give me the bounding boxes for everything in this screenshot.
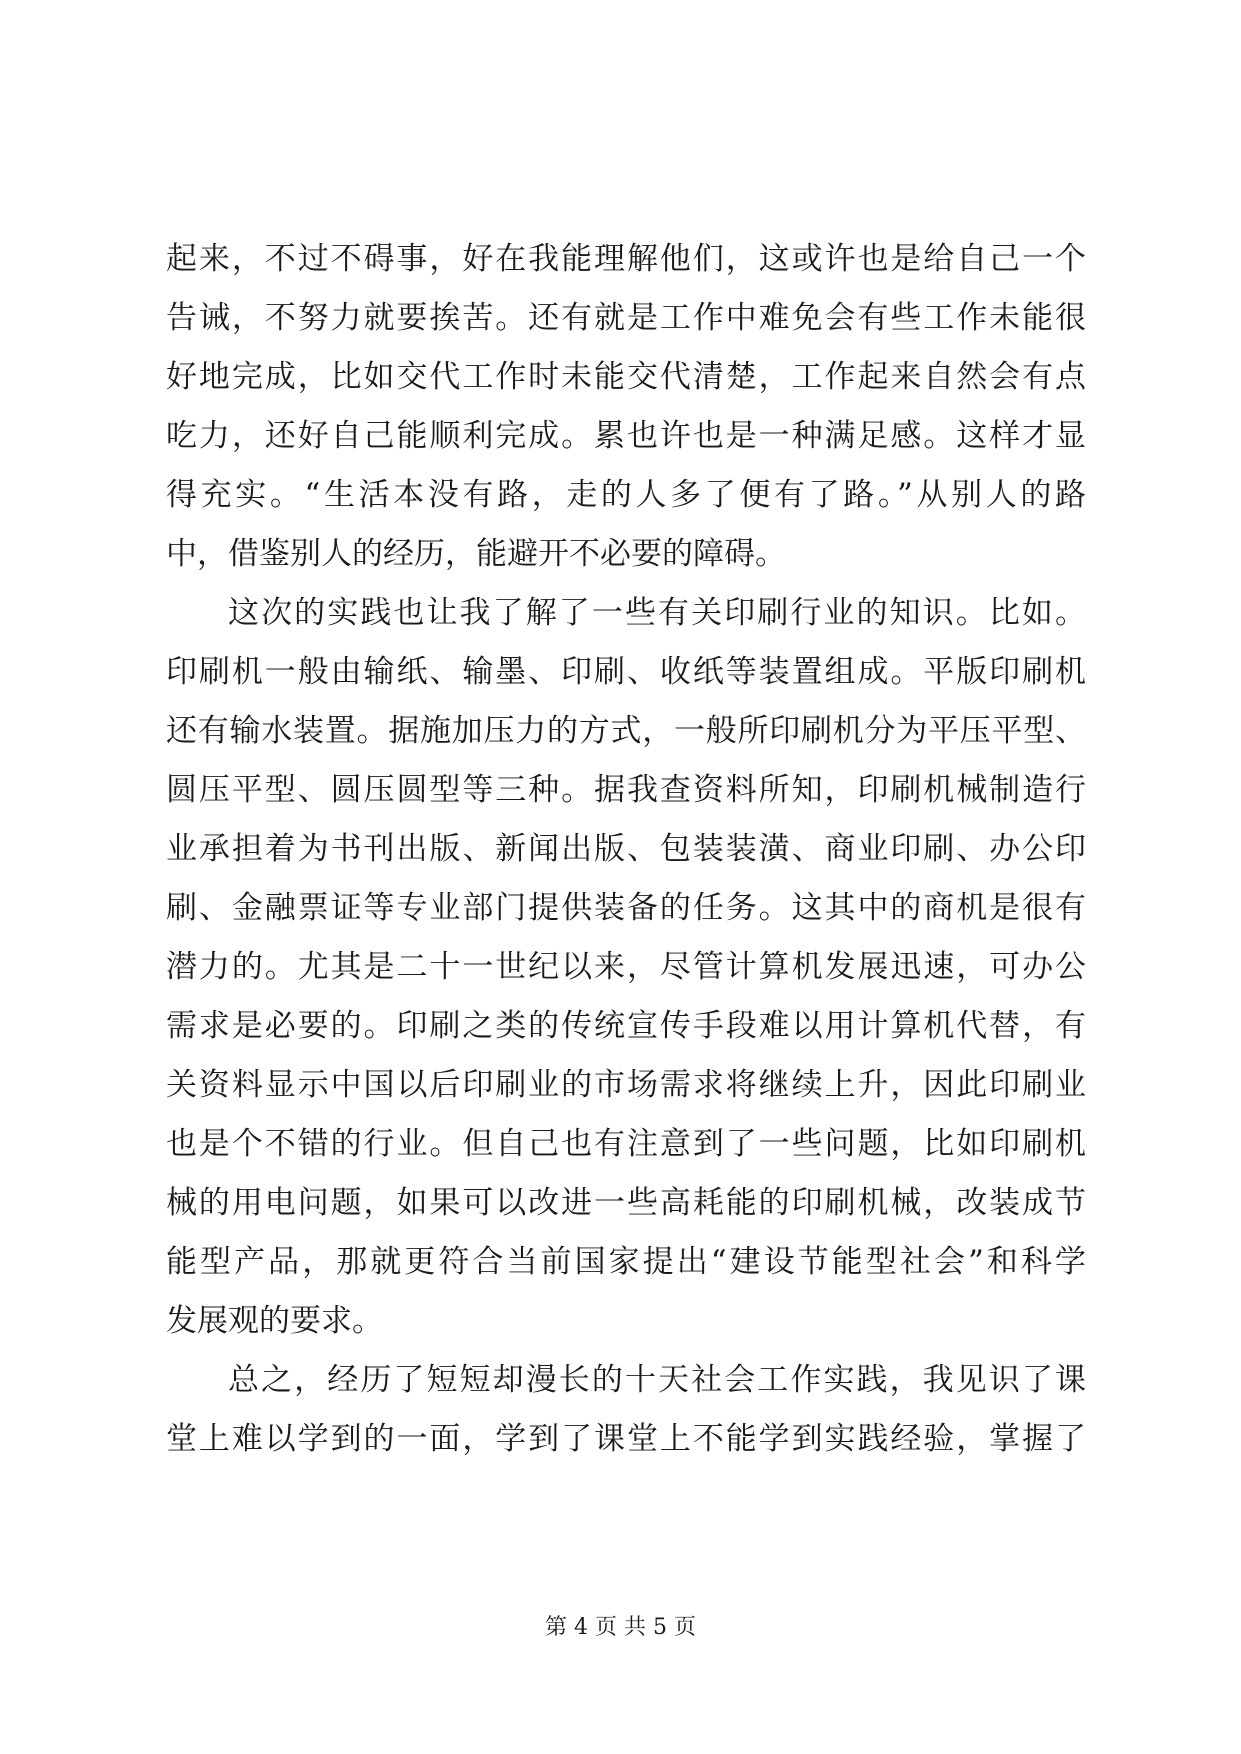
text-line: 中，借鉴别人的经历，能避开不必要的障碍。 [166, 536, 786, 572]
page-number-label: 第 4 页 共 5 页 [545, 1615, 696, 1640]
text-line: 圆压平型、圆压圆型等三种。据我查资料所知，印刷机械制造行 [166, 772, 1086, 808]
text-line: 械的用电问题，如果可以改进一些高耗能的印刷机械，改装成节 [166, 1185, 1086, 1221]
text-line: 也是个不错的行业。但自己也有注意到了一些问题，比如印刷机 [166, 1126, 1086, 1162]
paragraph [166, 584, 1086, 1351]
text-line: 需求是必要的。印刷之类的传统宣传手段难以用计算机代替，有 [166, 1008, 1086, 1044]
text-line: 刷、金融票证等专业部门提供装备的任务。这其中的商机是很有 [166, 890, 1086, 926]
text-line: 发展观的要求。 [166, 1303, 383, 1339]
text-line: 堂上难以学到的一面，学到了课堂上不能学到实践经验，掌握了 [166, 1421, 1086, 1457]
text-line: 起来，不过不碍事，好在我能理解他们，这或许也是给自己一个 [166, 241, 1086, 277]
text-line: 关资料显示中国以后印刷业的市场需求将继续上升，因此印刷业 [166, 1067, 1086, 1103]
text-line: 业承担着为书刊出版、新闻出版、包装装潢、商业印刷、办公印 [166, 831, 1086, 867]
page-footer [0, 1610, 1241, 1641]
text-line: 吃力，还好自己能顺利完成。累也许也是一种满足感。这样才显 [166, 418, 1086, 454]
paragraph [166, 1351, 1086, 1469]
text-line: 这次的实践也让我了解了一些有关印刷行业的知识。比如。 [228, 595, 1086, 631]
text-line: 告诫，不努力就要挨苦。还有就是工作中难免会有些工作未能很 [166, 300, 1086, 336]
body-text [166, 230, 1086, 1469]
paragraph [166, 230, 1086, 584]
text-line: 潜力的。尤其是二十一世纪以来，尽管计算机发展迅速，可办公 [166, 949, 1086, 985]
text-line: 好地完成，比如交代工作时未能交代清楚，工作起来自然会有点 [166, 359, 1086, 395]
text-line: 印刷机一般由输纸、输墨、印刷、收纸等装置组成。平版印刷机 [166, 654, 1086, 690]
text-line: 还有输水装置。据施加压力的方式，一般所印刷机分为平压平型、 [166, 713, 1086, 749]
text-line: 总之，经历了短短却漫长的十天社会工作实践，我见识了课 [228, 1362, 1086, 1398]
text-line: 能型产品，那就更符合当前国家提出“建设节能型社会”和科学 [166, 1244, 1086, 1280]
text-line: 得充实。“生活本没有路，走的人多了便有了路。”从别人的路 [166, 477, 1086, 513]
